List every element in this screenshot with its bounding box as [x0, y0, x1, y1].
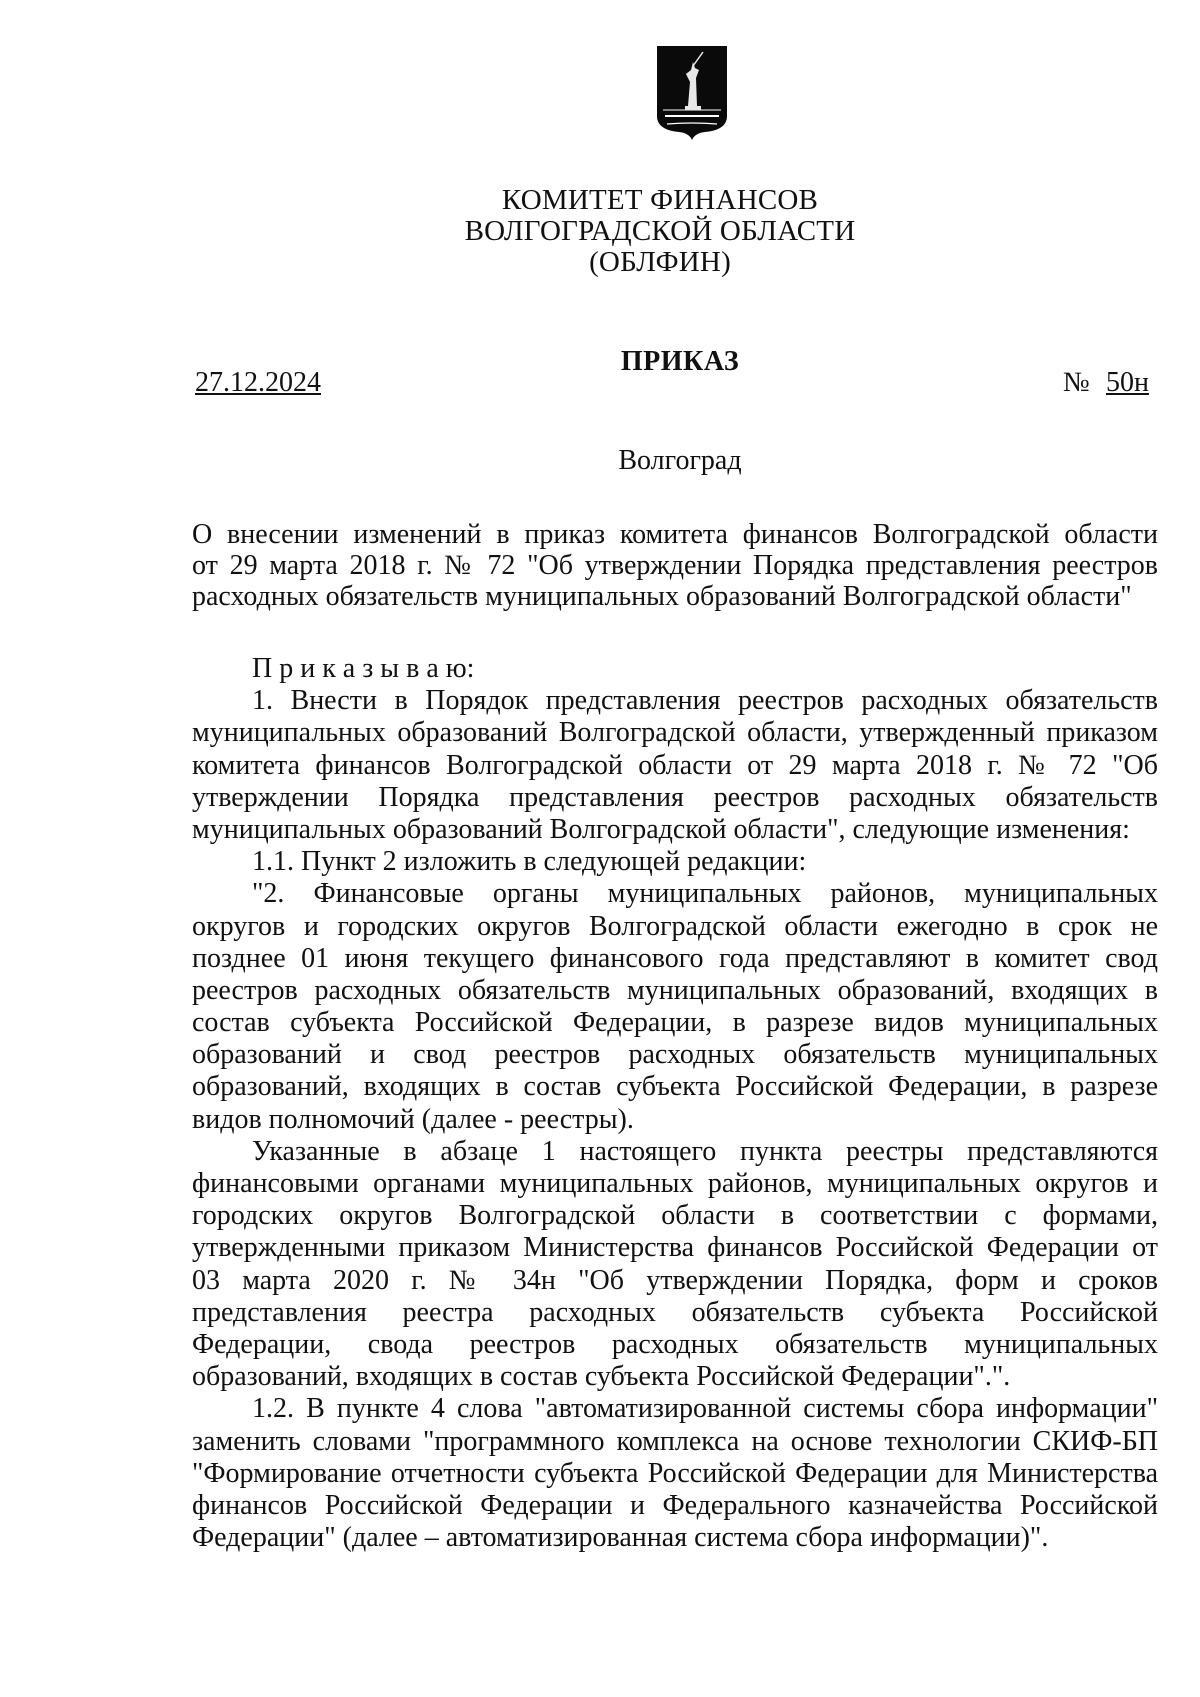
body-line: реестров расходных обязательств муниципальных образований, входящих в — [192, 974, 1158, 1006]
body-line: финансов Российской Федерации и Федерального казначейства Российской — [192, 1489, 1158, 1521]
body-line: образований, входящих в состав субъекта Российской Федерации".". — [192, 1361, 1011, 1393]
body-line: округов и городских округов Волгоградской области ежегодно в срок не — [192, 910, 1158, 942]
organization-name-line-2: ВОЛГОГРАДСКОЙ ОБЛАСТИ — [464, 215, 856, 247]
body-line: "2. Финансовые органы муниципальных районов, муниципальных — [252, 878, 1158, 910]
body-line: состав субъекта Российской Федерации, в разрезе видов муниципальных — [192, 1007, 1158, 1039]
body-line: комитета финансов Волгоградской области от 29 марта 2018 г. № 72 "Об — [192, 749, 1158, 781]
coat-of-arms-emblem — [655, 44, 729, 142]
document-type: ПРИКАЗ — [620, 346, 740, 377]
body-line: образований и свод реестров расходных обязательств муниципальных — [192, 1039, 1158, 1071]
body-line: 1. Внести в Порядок представления реестров расходных обязательств — [252, 685, 1158, 717]
organization-name-line-1: КОМИТЕТ ФИНАНСОВ — [501, 184, 819, 216]
body-line: Указанные в абзаце 1 настоящего пункта реестры представляются — [252, 1135, 1158, 1167]
document-body — [192, 653, 1158, 1554]
body-line: Федерации" (далее – автоматизированная система сбора информации)". — [192, 1522, 1049, 1554]
body-line: представления реестра расходных обязательств субъекта Российской — [192, 1296, 1158, 1328]
body-line: финансовыми органами муниципальных районов, муниципальных округов и — [192, 1168, 1158, 1199]
document-title — [192, 519, 1158, 612]
body-line: видов полномочий (далее - реестры). — [192, 1103, 634, 1135]
body-line: 1.2. В пункте 4 слова "автоматизированной системы сбора информации" — [252, 1393, 1158, 1425]
body-line: 03 марта 2020 г. № 34н "Об утверждении Порядка, форм и сроков — [192, 1264, 1158, 1296]
body-line: муниципальных образований Волгоградской области, утвержденный приказом — [192, 717, 1158, 749]
order-heading: П р и к а з ы в а ю: — [252, 653, 475, 684]
document-date: 27.12.2024 — [195, 367, 321, 398]
document-number: 50н — [1106, 367, 1149, 398]
body-line: городских округов Волгоградской области в соответствии с формами, — [192, 1200, 1158, 1232]
title-line: от 29 марта 2018 г. № 72 "Об утверждении Порядка представления реестров — [192, 550, 1158, 581]
body-line: заменить словами "программного комплекса на основе технологии СКИФ-БП — [192, 1425, 1158, 1457]
body-line: утверждении Порядка представления реестров расходных обязательств — [192, 781, 1158, 813]
body-line: муниципальных образований Волгоградской области", следующие изменения: — [192, 813, 1130, 845]
document-number-label: № — [1063, 367, 1090, 398]
body-line: позднее 01 июня текущего финансового года представляют в комитет свод — [192, 942, 1158, 974]
document-city: Волгоград — [618, 445, 742, 476]
body-line: "Формирование отчетности субъекта Российской Федерации для Министерства — [192, 1457, 1158, 1489]
title-line: расходных обязательств муниципальных образований Волгоградской области" — [192, 581, 1132, 612]
body-line: утвержденными приказом Министерства финансов Российской Федерации от — [192, 1232, 1158, 1264]
organization-abbreviation: (ОБЛФИН) — [589, 246, 731, 278]
body-line: 1.1. Пункт 2 изложить в следующей редакции: — [252, 846, 807, 878]
title-line: О внесении изменений в приказ комитета финансов Волгоградской области — [192, 519, 1158, 550]
body-line: Федерации, свода реестров расходных обязательств муниципальных — [192, 1328, 1158, 1360]
body-line: образований, входящих в состав субъекта Российской Федерации, в разрезе — [192, 1071, 1158, 1103]
